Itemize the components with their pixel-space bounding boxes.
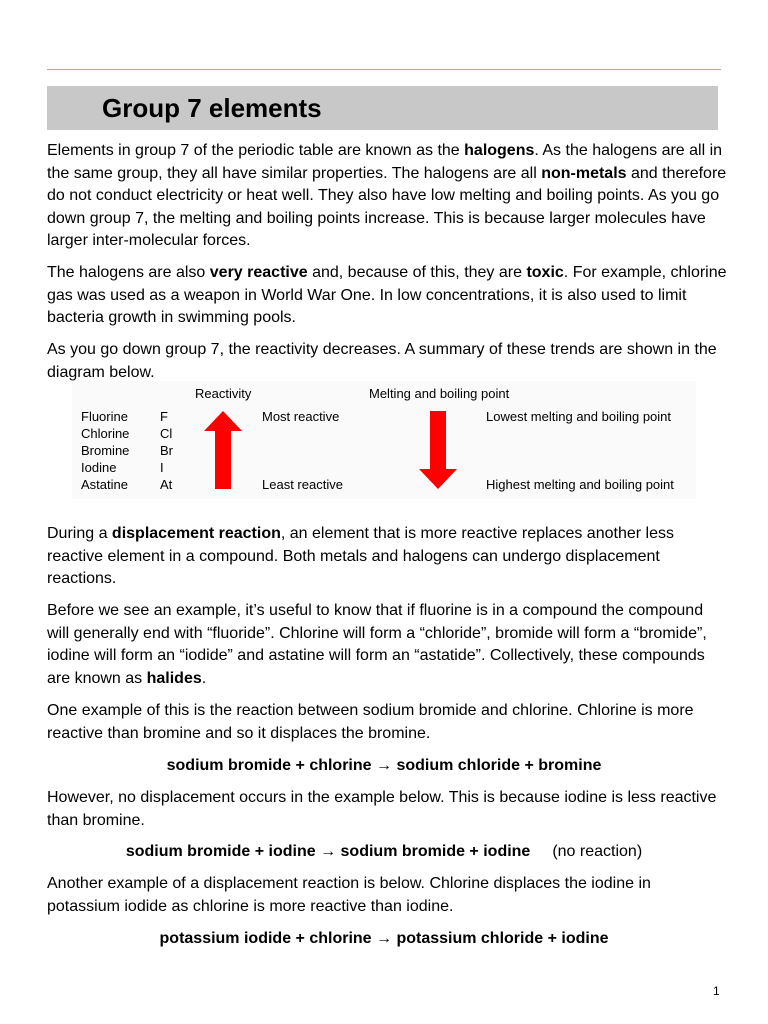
key-term: toxic xyxy=(526,264,564,281)
paragraph-halides xyxy=(47,600,727,690)
element-symbol: Cl xyxy=(160,426,173,441)
most-reactive-label: Most reactive xyxy=(262,409,340,424)
element-symbol: At xyxy=(160,477,173,492)
lowest-mp-label: Lowest melting and boiling point xyxy=(486,409,672,424)
equation-2-text: sodium bromide + iodine → sodium bromide + iodine xyxy=(125,843,531,860)
text-run: One example of this is the reaction between sodium bromide and chlorine. Chlorine is more reactive than bromine and so it displaces the bromine. xyxy=(47,702,694,742)
key-term: halogens xyxy=(464,142,535,159)
element-symbol: I xyxy=(160,460,164,475)
element-name: Chlorine xyxy=(81,426,130,441)
equation-1: sodium bromide + chlorine → sodium chloride + bromine xyxy=(166,757,602,774)
element-name: Bromine xyxy=(81,443,130,458)
text-run: However, no displacement occurs in the example below. This is because iodine is less reactive than bromine. xyxy=(47,789,717,829)
no-reaction-note: (no reaction) xyxy=(552,843,643,860)
page-number: 1 xyxy=(713,984,720,998)
paragraph-example-1 xyxy=(47,700,727,745)
key-term: displacement reaction xyxy=(111,525,281,542)
element-name: Iodine xyxy=(81,460,117,475)
key-term: halides xyxy=(146,669,202,687)
paragraph-no-displacement xyxy=(47,787,727,832)
paragraph-reactive xyxy=(47,262,727,330)
text-run: and therefore do not conduct electricity or heat well. They also have low melting and boiling points. As you go down group 7, the melting and boiling points increase. This is because larger molecules have larger inter-molecular forces. xyxy=(47,164,727,250)
text-run: The halogens are also xyxy=(47,264,210,281)
paragraph-trends xyxy=(47,339,727,384)
equation-2 xyxy=(47,841,721,863)
paragraph-halogens xyxy=(47,140,727,253)
paragraph-example-2 xyxy=(47,873,727,918)
text-run: . As the halogens are all in the same group, they all have similar properties. The halogens are all xyxy=(47,142,723,182)
page-title: Group 7 elements xyxy=(102,93,322,123)
title-bar xyxy=(47,86,718,130)
text-run: As you go down group 7, the reactivity decreases. A summary of these trends are shown in the diagram below. xyxy=(47,341,717,381)
element-name: Fluorine xyxy=(81,409,128,424)
text-run: Another example of a displacement reaction is below. Chlorine displaces the iodine in potassium iodide as chlorine is more reactive than iodine. xyxy=(47,875,651,915)
highest-mp-label: Highest melting and boiling point xyxy=(486,477,674,492)
melting-heading: Melting and boiling point xyxy=(369,386,510,401)
key-term: very reactive xyxy=(209,264,308,281)
element-symbol: F xyxy=(160,409,168,424)
equation-3: potassium iodide + chlorine → potassium chloride + iodine xyxy=(159,930,609,947)
text-run: Before we see an example, it’s useful to know that if fluorine is in a compound the compound will generally end with “fluoride”. Chlorine will form a “chloride”, bromide will form a “bromide”, iodine will form an “iodide” and astatine will form an “astatide”. Collectively, these compounds are known as xyxy=(47,602,707,687)
element-symbol: Br xyxy=(160,443,173,458)
reactivity-heading: Reactivity xyxy=(195,386,252,401)
text-run: . For example, chlorine gas was used as a weapon in World War One. In low concentrations, it is also used to limit bacteria growth in swimming pools. xyxy=(47,264,727,327)
text-run: . xyxy=(201,669,207,687)
text-run: and, because of this, they are xyxy=(307,264,527,281)
least-reactive-label: Least reactive xyxy=(262,477,343,492)
key-term: non-metals xyxy=(541,164,627,182)
down-arrow-icon xyxy=(419,411,457,491)
up-arrow-icon xyxy=(204,411,242,491)
header-rule xyxy=(47,69,721,70)
text-run: , an element that is more reactive replaces another less reactive element in a compound. Both metals and halogens can undergo displacement reactions. xyxy=(47,525,674,588)
trends-diagram xyxy=(72,381,696,499)
text-run: During a xyxy=(47,525,112,542)
element-name: Astatine xyxy=(81,477,128,492)
paragraph-displacement xyxy=(47,523,727,591)
text-run: Elements in group 7 of the periodic table are known as the xyxy=(47,142,465,159)
